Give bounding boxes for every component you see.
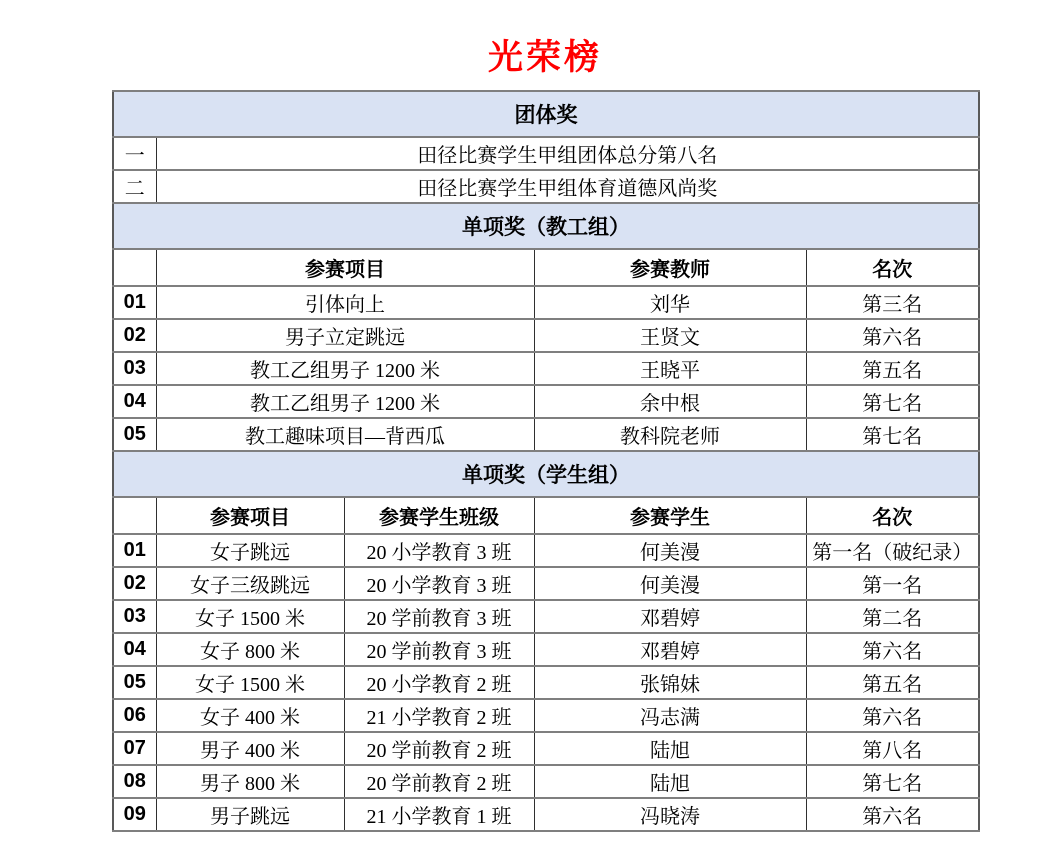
rank-cell: 第六名 [806,798,979,831]
column-header-blank [113,497,156,534]
section-row-staff [113,203,979,249]
class-cell: 20 学前教育 2 班 [344,765,534,798]
table-row [113,567,979,600]
row-number-cell: 06 [113,699,156,732]
class-cell: 20 学前教育 2 班 [344,732,534,765]
row-number-cell: 一 [113,137,156,170]
student-cell: 邓碧婷 [534,633,806,666]
class-cell: 21 小学教育 1 班 [344,798,534,831]
section-row-team [113,91,979,137]
student-column-header-row [113,497,979,534]
honor-roll-table [112,90,980,832]
row-number-cell: 05 [113,666,156,699]
section-header-student: 单项奖（学生组） [113,451,979,497]
table-row [113,732,979,765]
student-cell: 冯志满 [534,699,806,732]
section-header-staff: 单项奖（教工组） [113,203,979,249]
table-row [113,385,979,418]
team-award-cell: 田径比赛学生甲组体育道德风尚奖 [156,170,979,203]
teacher-cell: 余中根 [534,385,806,418]
table-row [113,319,979,352]
column-header-class: 参赛学生班级 [344,497,534,534]
row-number-cell: 05 [113,418,156,451]
table-row [113,534,979,567]
table-row [113,352,979,385]
student-cell: 邓碧婷 [534,600,806,633]
event-cell: 教工乙组男子 1200 米 [156,352,534,385]
row-number-cell: 03 [113,600,156,633]
table-row [113,765,979,798]
table-row [113,137,979,170]
rank-cell: 第五名 [806,352,979,385]
row-number-cell: 02 [113,567,156,600]
section-header-team: 团体奖 [113,91,979,137]
row-number-cell: 04 [113,385,156,418]
student-cell: 冯晓涛 [534,798,806,831]
class-cell: 20 小学教育 3 班 [344,567,534,600]
column-header-event: 参赛项目 [156,249,534,286]
student-cell: 陆旭 [534,765,806,798]
table-row [113,600,979,633]
event-cell: 女子 1500 米 [156,666,344,699]
rank-cell: 第七名 [806,385,979,418]
event-cell: 男子 800 米 [156,765,344,798]
class-cell: 20 学前教育 3 班 [344,600,534,633]
event-cell: 男子立定跳远 [156,319,534,352]
column-header-student: 参赛学生 [534,497,806,534]
class-cell: 20 小学教育 2 班 [344,666,534,699]
class-cell: 21 小学教育 2 班 [344,699,534,732]
row-number-cell: 04 [113,633,156,666]
column-header-teacher: 参赛教师 [534,249,806,286]
row-number-cell: 07 [113,732,156,765]
student-cell: 何美漫 [534,567,806,600]
section-row-student [113,451,979,497]
rank-cell: 第三名 [806,286,979,319]
teacher-cell: 刘华 [534,286,806,319]
table-row [113,170,979,203]
rank-cell: 第八名 [806,732,979,765]
column-header-blank [113,249,156,286]
page-title: 光荣榜 [487,38,602,77]
column-header-rank: 名次 [806,497,979,534]
teacher-cell: 教科院老师 [534,418,806,451]
rank-cell: 第一名 [806,567,979,600]
rank-cell: 第六名 [806,319,979,352]
table-row [113,666,979,699]
rank-cell: 第六名 [806,699,979,732]
column-header-rank: 名次 [806,249,979,286]
event-cell: 女子跳远 [156,534,344,567]
teacher-cell: 王晓平 [534,352,806,385]
student-cell: 陆旭 [534,732,806,765]
event-cell: 引体向上 [156,286,534,319]
event-cell: 教工趣味项目—背西瓜 [156,418,534,451]
row-number-cell: 01 [113,534,156,567]
class-cell: 20 学前教育 3 班 [344,633,534,666]
column-header-event: 参赛项目 [156,497,344,534]
table-row [113,633,979,666]
event-cell: 女子三级跳远 [156,567,344,600]
row-number-cell: 08 [113,765,156,798]
event-cell: 男子跳远 [156,798,344,831]
rank-cell: 第五名 [806,666,979,699]
table-row [113,286,979,319]
event-cell: 教工乙组男子 1200 米 [156,385,534,418]
event-cell: 女子 400 米 [156,699,344,732]
table-row [113,418,979,451]
row-number-cell: 二 [113,170,156,203]
team-award-cell: 田径比赛学生甲组团体总分第八名 [156,137,979,170]
student-cell: 何美漫 [534,534,806,567]
staff-column-header-row [113,249,979,286]
student-cell: 张锦妹 [534,666,806,699]
class-cell: 20 小学教育 3 班 [344,534,534,567]
row-number-cell: 03 [113,352,156,385]
rank-cell: 第七名 [806,765,979,798]
event-cell: 女子 1500 米 [156,600,344,633]
row-number-cell: 01 [113,286,156,319]
row-number-cell: 09 [113,798,156,831]
rank-cell: 第二名 [806,600,979,633]
rank-cell: 第七名 [806,418,979,451]
rank-cell: 第六名 [806,633,979,666]
teacher-cell: 王贤文 [534,319,806,352]
row-number-cell: 02 [113,319,156,352]
table-row [113,699,979,732]
table-row [113,798,979,831]
event-cell: 男子 400 米 [156,732,344,765]
event-cell: 女子 800 米 [156,633,344,666]
rank-cell: 第一名（破纪录） [806,534,979,567]
